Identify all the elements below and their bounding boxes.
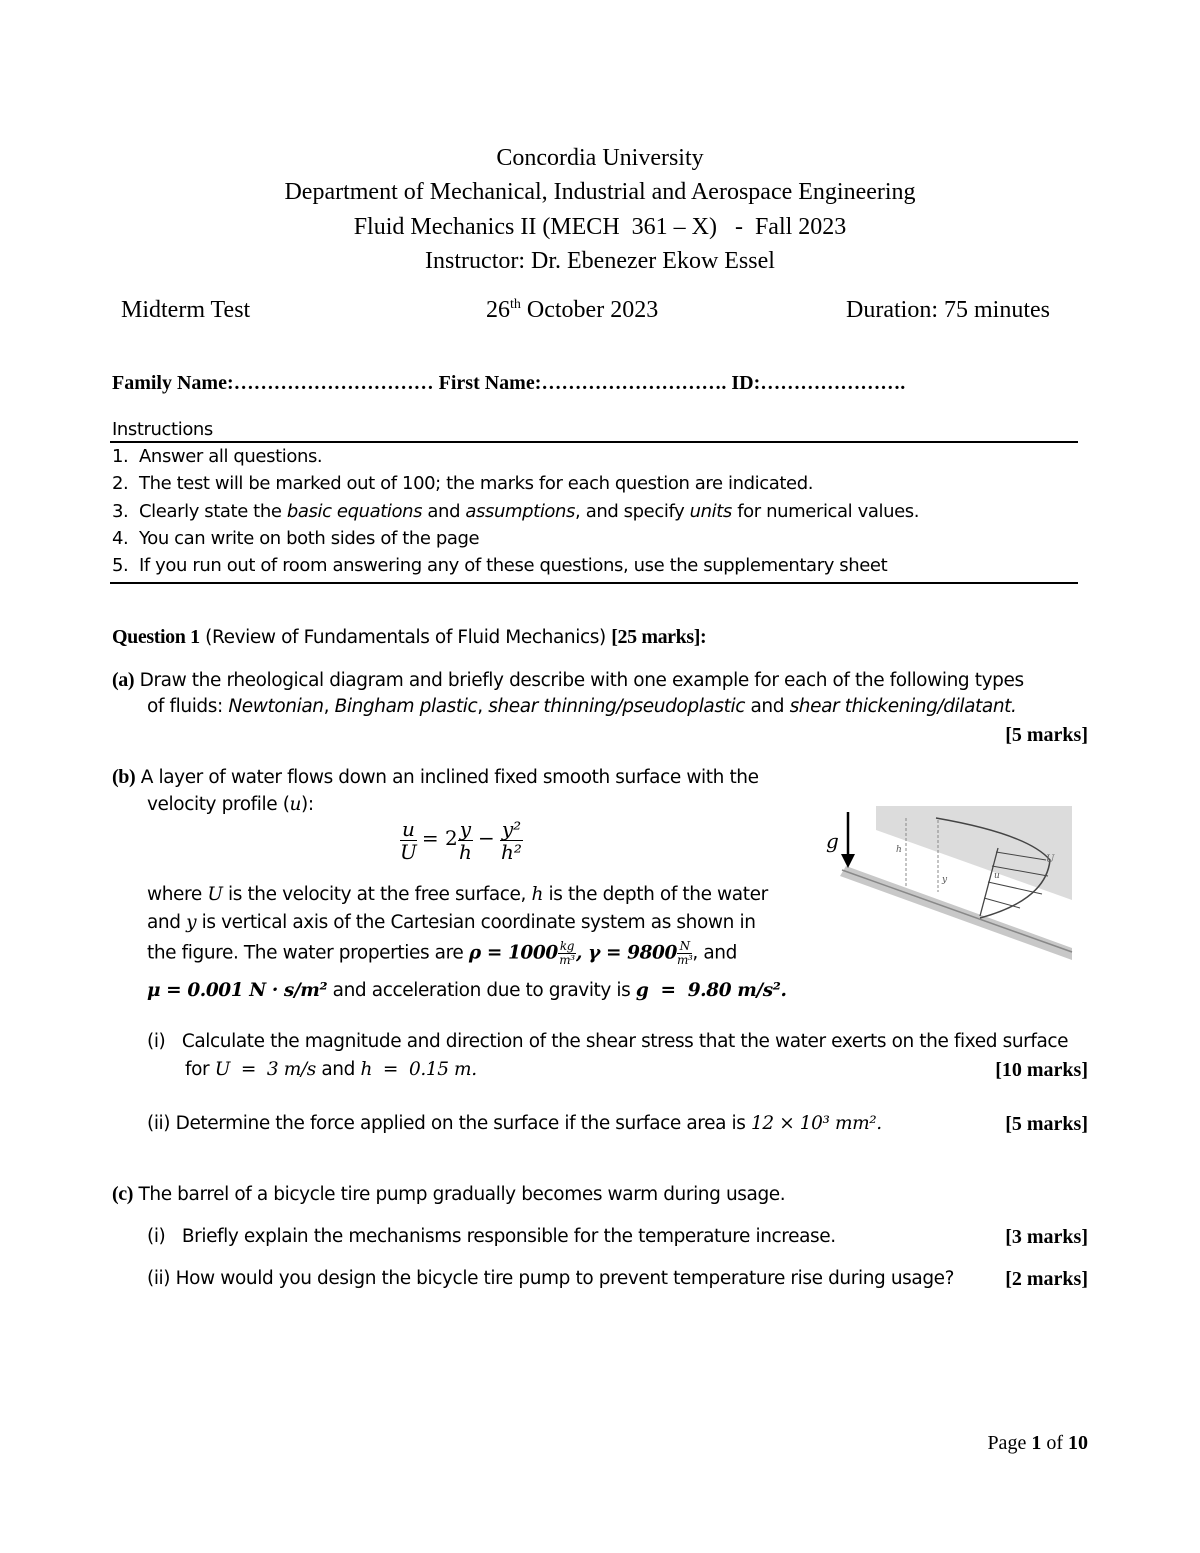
q1b-where-line: where U is the velocity at the free surface, h is the depth of the water — [147, 884, 768, 905]
instruction-item: 5. If you run out of room answering any of these questions, use the supplementary sheet — [112, 555, 888, 576]
instruction-item: 1. Answer all questions. — [112, 446, 323, 467]
test-date — [486, 297, 658, 324]
instructions-bottom-rule — [110, 582, 1078, 584]
q1c-ii-marks: [2 marks] — [1005, 1268, 1088, 1290]
id-field[interactable]: ID:…………………. — [731, 372, 906, 394]
university-name: Concordia University — [496, 145, 704, 171]
q1b-viscosity-line: μ = 0.001 N · s/m² and acceleration due to gravity is g = 9.80 m/s². — [147, 980, 787, 1001]
instructions-heading: Instructions — [112, 419, 213, 440]
inclined-flow-figure — [818, 800, 1078, 972]
instructor-name: Instructor: Dr. Ebenezer Ekow Essel — [425, 248, 775, 274]
q1b-ii-marks: [5 marks] — [1005, 1113, 1088, 1135]
q1b-i-line2: for U = 3 m/s and h = 0.15 m. — [185, 1059, 477, 1080]
velocity-arrow — [984, 898, 1020, 908]
depth-label: h — [896, 845, 902, 855]
question-1-header: Question 1 (Review of Fundamentals of Fluid Mechanics) [25 marks]: — [112, 626, 707, 648]
gravity-label: g — [826, 829, 839, 853]
family-name-field[interactable]: Family Name:………………………… — [112, 372, 434, 394]
q1c-line1: (c) The barrel of a bicycle tire pump gradually becomes warm during usage. — [112, 1183, 786, 1205]
page-number: Page 1 of 10 — [987, 1432, 1088, 1454]
q1b-ii-line: (ii) Determine the force applied on the surface if the surface area is 12 × 10³ mm². — [147, 1113, 882, 1134]
instruction-item: 3. Clearly state the basic equations and assumptions, and specify units for numerical values. — [112, 501, 920, 522]
course-title: Fluid Mechanics II (MECH 361 – X) - Fall 2023 — [353, 214, 847, 240]
date-day: 26 — [486, 297, 510, 323]
q1b-line2: velocity profile (u): — [147, 794, 314, 815]
department-name: Department of Mechanical, Industrial and Aerospace Engineering — [284, 179, 916, 205]
q1a-marks: [5 marks] — [1005, 724, 1088, 746]
test-duration: Duration: 75 minutes — [846, 297, 1050, 323]
q1b-properties-line: the figure. The water properties are ρ = 1000 $\frac{kg}{\text{m³}}$ , γ = 9800 $\frac{N}{\text{m³}}$ , and — [147, 939, 737, 968]
test-title: Midterm Test — [121, 297, 251, 323]
gravity-arrow-head — [841, 854, 855, 868]
q1b-i-marks: [10 marks] — [995, 1059, 1088, 1081]
q1c-ii-line: (ii) How would you design the bicycle tire pump to prevent temperature rise during usage? — [147, 1268, 955, 1289]
u-label: u — [994, 871, 1000, 881]
velocity-profile-equation: $\frac{u}{U}$ = 2 $\frac{y}{h}$ − $\frac{\text{y²}}{\text{h²}}$ — [400, 817, 522, 864]
q1a-line2: of fluids: Newtonian, Bingham plastic, shear thinning/pseudoplastic and shear thickening/dilatant. — [147, 696, 1017, 717]
q1b-axis-line: and y is vertical axis of the Cartesian coordinate system as shown in — [147, 912, 756, 933]
student-fields — [112, 372, 905, 395]
q1c-i-line: (i) Briefly explain the mechanisms responsible for the temperature increase. — [147, 1226, 836, 1247]
instructions-top-rule — [110, 441, 1078, 443]
q1b-i-line1: (i) Calculate the magnitude and direction of the shear stress that the water exerts on the fixed surface — [147, 1031, 1069, 1052]
y-label: y — [942, 875, 948, 885]
instruction-item: 2. The test will be marked out of 100; the marks for each question are indicated. — [112, 473, 814, 494]
date-suffix: th — [510, 297, 521, 312]
date-rest: October 2023 — [520, 297, 659, 323]
q1a-line1: (a) Draw the rheological diagram and briefly describe with one example for each of the following types — [112, 669, 1024, 691]
U-label: U — [1046, 854, 1055, 865]
q1b-line1: (b) A layer of water flows down an inclined fixed smooth surface with the — [112, 766, 759, 788]
q1c-i-marks: [3 marks] — [1005, 1226, 1088, 1248]
instruction-item: 4. You can write on both sides of the page — [112, 528, 480, 549]
first-name-field[interactable]: First Name:………………………. — [438, 372, 727, 394]
